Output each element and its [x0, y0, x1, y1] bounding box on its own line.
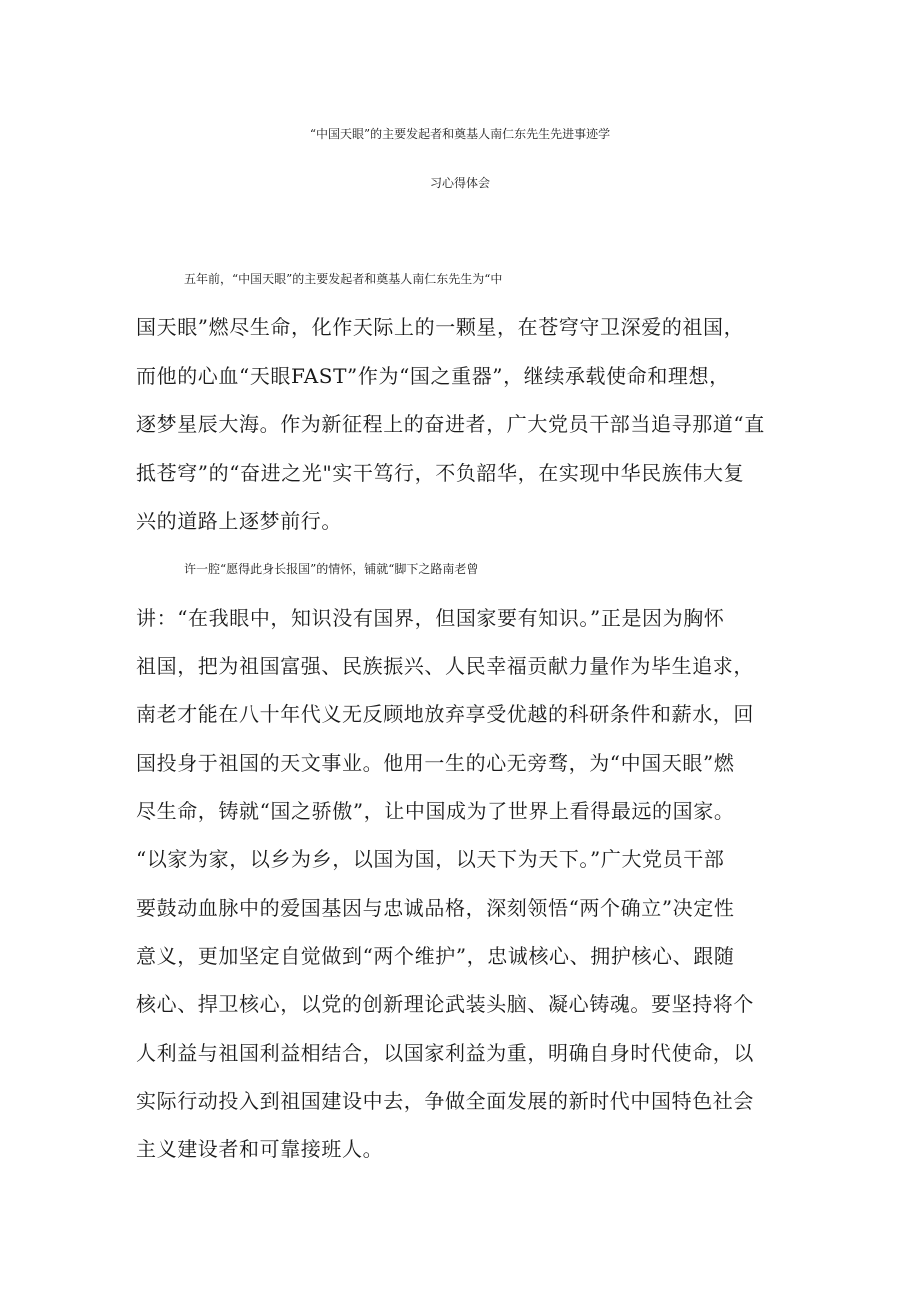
- paragraph-2-line: “以家为家，以乡为乡，以国为国，以天下为天下。”广大党员干部: [136, 847, 725, 871]
- paragraph-1-line: 兴的道路上逐梦前行。: [136, 509, 342, 533]
- paragraph-2-line: 尽生命，铸就“国之骄傲”，让中国成为了世界上看得最远的国家。: [136, 799, 735, 823]
- paragraph-2-line: 核心、捍卫核心，以党的创新理论武装头脑、凝心铸魂。要坚持将个: [136, 992, 754, 1016]
- paragraph-2-line: 许一腔“愿得此身长报国”的情怀，铺就“脚下之路南老曾: [184, 562, 479, 576]
- paragraph-2-line: 意义，更加坚定自觉做到“两个维护”，忠诚核心、拥护核心、跟随: [136, 944, 735, 968]
- paragraph-2-line: 要鼓动血脉中的爱国基因与忠诚品格，深刻领悟“两个确立”决定性: [136, 896, 735, 920]
- paragraph-2-line: 实际行动投入到祖国建设中去，争做全面发展的新时代中国特色社会: [136, 1089, 754, 1113]
- paragraph-1-line: 抵苍穹”的“奋进之光"实干笃行，不负韶华，在实现中华民族伟大复: [136, 461, 745, 485]
- paragraph-1-line: 五年前，“中国天眼”的主要发起者和奠基人南仁东先生为“中: [184, 272, 503, 286]
- paragraph-1-line: 逐梦星辰大海。作为新征程上的奋进者，广大党员干部当追寻那道“直: [136, 412, 765, 436]
- paragraph-2-line: 人利益与祖国利益相结合，以国家利益为重，明确自身时代使命，以: [136, 1041, 754, 1065]
- document-title-line-2: 习心得体会: [429, 176, 490, 190]
- paragraph-2-line: 国投身于祖国的天文事业。他用一生的心无旁骛，为“中国天眼”燃: [136, 751, 735, 775]
- paragraph-2-line: 主义建设者和可靠接班人。: [136, 1137, 384, 1161]
- paragraph-2-line: 讲：“在我眼中，知识没有国界，但国家要有知识。”正是因为胸怀: [136, 606, 725, 630]
- document-title-line-1: “中国天眼”的主要发起者和奠基人南仁东先生先进事迹学: [309, 127, 611, 141]
- paragraph-2-line: 祖国，把为祖国富强、民族振兴、人民幸福贡献力量作为毕生追求，: [136, 654, 754, 678]
- paragraph-2-line: 南老才能在八十年代义无反顾地放弃享受优越的科研条件和薪水，回: [136, 702, 754, 726]
- paragraph-1-line: 而他的心血“天眼FAST”作为“国之重器”，继续承载使命和理想，: [136, 364, 730, 388]
- paragraph-1-line: 国天眼”燃尽生命，化作天际上的一颗星，在苍穹守卫深爱的祖国，: [136, 315, 745, 339]
